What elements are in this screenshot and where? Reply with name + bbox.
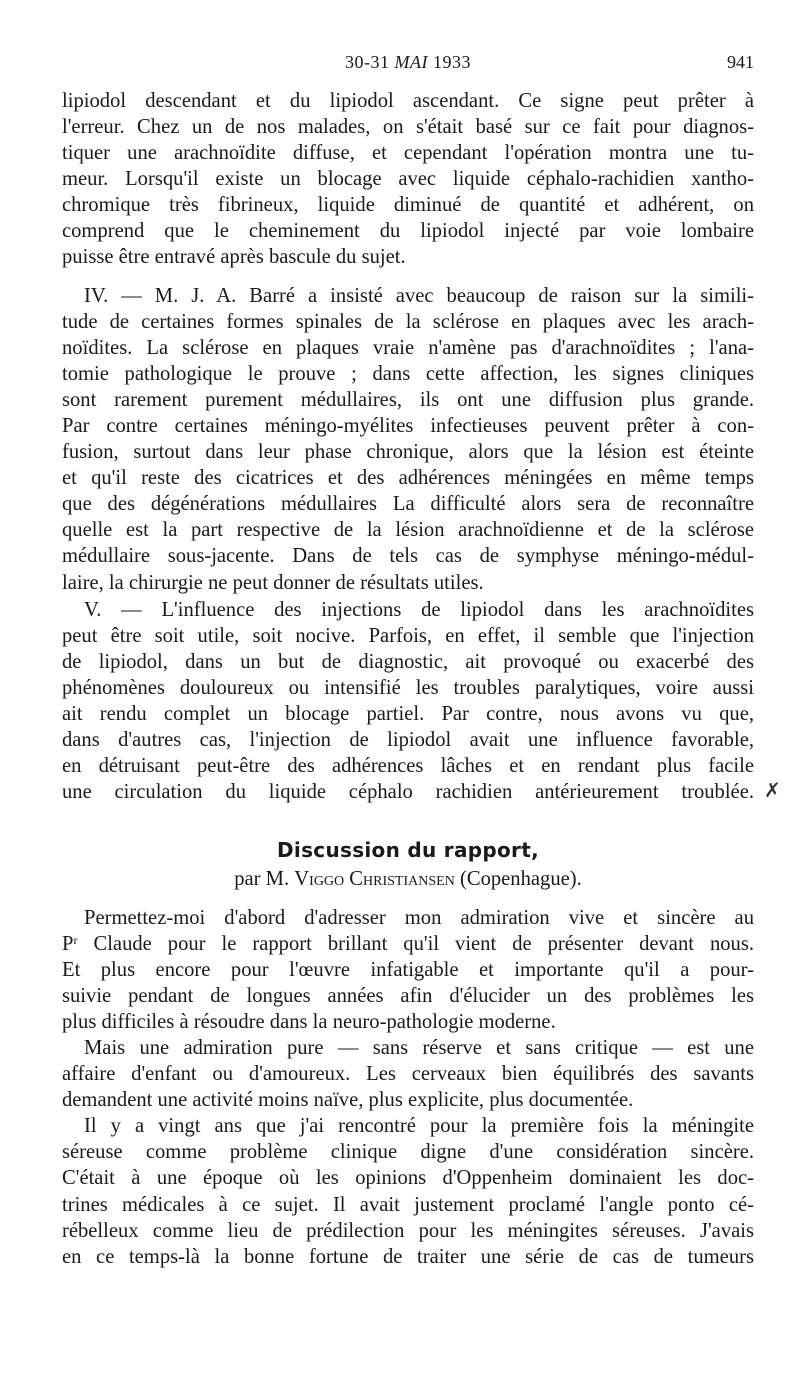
margin-mark: ✗ — [764, 780, 781, 802]
text-line: noïdites. La sclérose en plaques vraie n'amène pas d'arachnoïdites ; l'ana- — [62, 337, 754, 360]
text-line: chromique très fibrineux, liquide diminué de quantité et adhérent, on — [62, 194, 754, 217]
text-line: meur. Lorsqu'il existe un blocage avec liquide céphalo-rachidien xantho- — [62, 168, 754, 191]
text-line: plus difficiles à résoudre dans la neuro-pathologie moderne. — [62, 1011, 556, 1034]
text-line: $P^r$ Claude pour le rapport brillant qu'il vient de présenter devant nous. — [62, 933, 754, 956]
text-line: phénomènes douloureux ou intensifié les troubles paralytiques, voire aussi — [62, 677, 754, 700]
header-date: 30-31 MAI 1933 — [345, 52, 471, 72]
text-line: sont rarement purement médullaires, ils ont une diffusion plus grande. — [62, 389, 754, 412]
paragraph-4 — [62, 905, 754, 1270]
paragraph-3 — [62, 597, 754, 805]
text-line: l'erreur. Chez un de nos malades, on s'était basé sur ce fait pour diagnos- — [62, 116, 754, 139]
text-line: C'était à une époque où les opinions d'Oppenheim dominaient les doc- — [62, 1167, 754, 1190]
text-line: Par contre certaines méningo-myélites infectieuses peuvent prêter à con- — [62, 415, 754, 438]
header-month: MAI — [394, 52, 428, 72]
text-line: V. — L'influence des injections de lipiodol dans les arachnoïdites — [84, 599, 754, 621]
text-line: tude de certaines formes spinales de la sclérose en plaques avec les arach- — [62, 311, 754, 334]
text-line: demandent une activité moins naïve, plus explicite, plus documentée. — [62, 1089, 634, 1112]
text-line: fusion, surtout dans leur phase chronique, alors que la lésion est éteinte — [62, 441, 754, 464]
text-line: Permettez-moi d'abord d'adresser mon admiration vive et sincère au — [84, 907, 754, 929]
text-line: en détruisant peut-être des adhérences lâches et en rendant plus facile — [62, 755, 754, 778]
text-line: Et plus encore pour l'œuvre infatigable et importante qu'il a pour- — [62, 959, 754, 982]
text-line: que des dégénérations médullaires La difficulté alors sera de reconnaître — [62, 493, 754, 516]
text-line: comprend que le cheminement du lipiodol injecté par voie lombaire — [62, 220, 754, 243]
text-line: IV. — M. J. A. Barré a insisté avec beaucoup de raison sur la simili- — [84, 285, 754, 307]
text-line: Il y a vingt ans que j'ai rencontré pour la première fois la méningite — [84, 1115, 754, 1138]
text-line: et qu'il reste des cicatrices et des adhérences méningées en même temps — [62, 467, 754, 490]
text-line: laire, la chirurgie ne peut donner de résultats utiles. — [62, 571, 484, 594]
running-head — [62, 52, 754, 76]
text-line: en ce temps-là la bonne fortune de traiter une série de cas de tumeurs — [62, 1245, 754, 1268]
text-line: ait rendu complet un blocage partiel. Par contre, nous avons vu que, — [62, 703, 754, 726]
text-line: puisse être entravé après bascule du sujet. — [62, 246, 406, 269]
paragraph-1 — [62, 88, 754, 270]
paragraph-2 — [62, 283, 754, 596]
text-line: tomie pathologique le prouve ; dans cette affection, les signes cliniques — [62, 363, 754, 386]
text-line: suivie pendant de longues années afin d'élucider un des problèmes les — [62, 985, 754, 1008]
text-line: de lipiodol, dans un but de diagnostic, ait provoqué ou exacerbé des — [62, 651, 754, 674]
text-line: Mais une admiration pure — sans réserve et sans critique — est une — [84, 1037, 754, 1060]
page-number: 941 — [727, 52, 754, 72]
text-line: trines médicales à ce sujet. Il avait justement proclamé l'angle ponto cé- — [62, 1193, 754, 1216]
text-line: tiquer une arachnoïdite diffuse, et cependant l'opération montra une tu- — [62, 142, 754, 165]
section-byline: par M. Viggo Christiansen (Copenhague). — [234, 868, 582, 890]
text-line: séreuse comme problème clinique digne d'une considération sincère. — [62, 1141, 754, 1164]
section-title: Discussion du rapport, — [277, 838, 539, 862]
text-line: rébelleux comme lieu de prédilection pour les méningites séreuses. J'avais — [62, 1219, 754, 1242]
text-line: une circulation du liquide céphalo rachidien antérieurement troublée. — [62, 781, 754, 804]
text-line: dans d'autres cas, l'injection de lipiodol avait une influence favorable, — [62, 729, 754, 752]
author-name: Viggo Christiansen — [294, 868, 455, 890]
text-line: médullaire sous-jacente. Dans de tels cas de symphyse méningo-médul- — [62, 545, 754, 568]
text-line: lipiodol descendant et du lipiodol ascendant. Ce signe peut prêter à — [62, 90, 754, 112]
text-line: affaire d'enfant ou d'amoureux. Les cerveaux bien équilibrés des savants — [62, 1063, 754, 1086]
text-line: peut être soit utile, soit nocive. Parfois, en effet, il semble que l'injection — [62, 625, 754, 648]
text-line: quelle est la part respective de la lésion arachnoïdienne et de la sclérose — [62, 519, 754, 542]
